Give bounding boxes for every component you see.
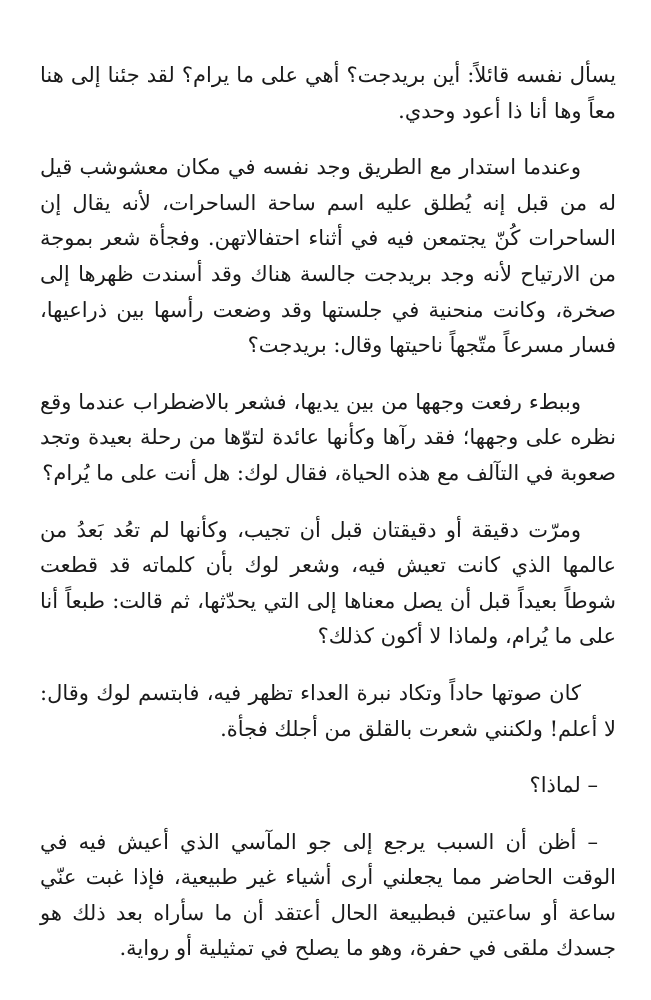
paragraph-3: وببطء رفعت وجهها من بين يديها، فشعر بالاضطراب عندما وقع نظره على وجهها؛ فقد رآها وكأنها عائدة لتوّها من رحلة بعيدة وتجد صعوبة في التآلف مع هذه الحياة، فقال لوك: هل أنت على ما يُرام؟ [40, 389, 616, 485]
paragraph-2: وعندما استدار مع الطريق وجد نفسه في مكان معشوشب قيل له من قبل إنه يُطلق عليه اسم ساحة الساحرات، لأنه يقال إن الساحرات كُنّ يجتمعن فيه في أثناء احتفالاتهن. وفجأة شعر بموجة من الارتياح لأنه وجد بريدجت جالسة هناك وقد أسندت ظهرها إلى صخرة، وكانت منحنية في جلستها وقد وضعت رأسها بين ذراعيها، فسار مسرعاً متّجهاً ناحيتها وقال: بريدجت؟ [40, 155, 616, 358]
paragraph-5: كان صوتها حاداً وتكاد نبرة العداء تظهر فيه، فابتسم لوك وقال: لا أعلم! ولكنني شعرت بالقلق من أجلك فجأة. [40, 680, 616, 741]
dialogue-line-2: – أظن أن السبب يرجع إلى جو المآسي الذي أعيش فيه في الوقت الحاضر مما يجعلني أرى أشياء غير طبيعية، فإذا غبت عنّي ساعة أو ساعتين فبطبيعة الحال أعتقد أن ما سأراه بعد ذلك هو جسدك ملقى في حفرة، وهو ما يصلح في تمثيلية أو رواية. [40, 829, 616, 961]
dialogue-line-1: – لماذا؟ [529, 773, 598, 798]
paragraph-1: يسأل نفسه قائلاً: أين بريدجت؟ أهي على ما يرام؟ لقد جئنا إلى هنا معاً وها أنا ذا أعود وحدي. [40, 63, 616, 123]
page-text [40, 58, 616, 988]
paragraph-4: ومرّت دقيقة أو دقيقتان قبل أن تجيب، وكأنها لم تعُد بَعدُ من عالمها الذي كانت تعيش فيه، وشعر لوك بأن كلماته قد قطعت شوطاً بعيداً قبل أن يصل معناها إلى التي يحدّثها، ثم قالت: طبعاً أنا على ما يُرام، ولماذا لا أكون كذلك؟ [40, 517, 616, 649]
